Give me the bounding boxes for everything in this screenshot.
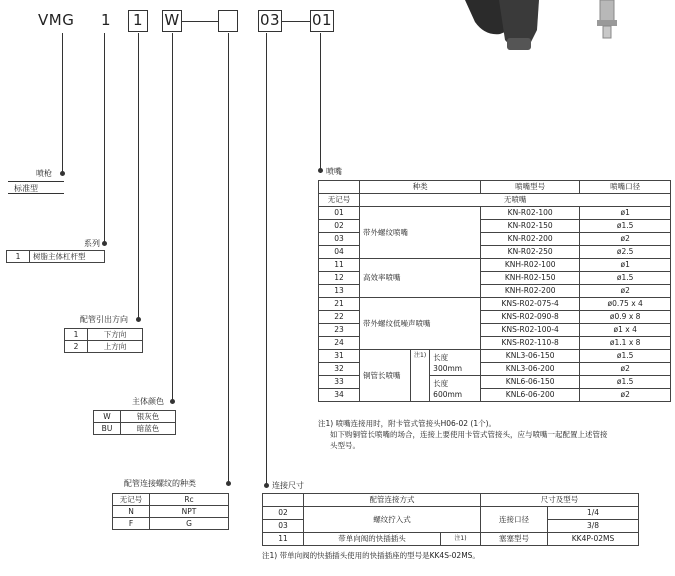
- table-cell: 1/4: [548, 507, 639, 520]
- table-cell: KNS-R02-075-4: [481, 298, 580, 311]
- nozzle-note-1: 注1) 喷嘴连接用时，附卡管式管接头H06-02 (1个)。: [318, 419, 497, 428]
- table-cell: 无记号: [113, 494, 150, 506]
- table-cell: 11: [263, 533, 304, 546]
- table-cell: 1: [65, 329, 88, 341]
- table-cell: ø2: [580, 389, 671, 402]
- table-cell: 24: [319, 337, 360, 350]
- nozzle-note-2: 如下购铜管长喷嘴的场合，连接上要使用卡管式管接头，应与喷嘴一起配置上述管接: [330, 430, 608, 439]
- table-cell: 银灰色: [121, 411, 176, 423]
- table-cell: 03: [263, 520, 304, 533]
- table-cell: 尺寸及型号: [481, 494, 639, 507]
- table-cell: ø0.9 x 8: [580, 311, 671, 324]
- table-cell: ø1: [580, 207, 671, 220]
- table-cell: 无记号: [319, 194, 360, 207]
- table-cell: [319, 181, 360, 194]
- table-cell: W: [94, 411, 121, 423]
- table-cell: 注1): [411, 350, 430, 402]
- table-cell: 带外螺纹喷嘴: [360, 207, 481, 259]
- connection-note: 注1) 带单向阀的快插插头使用的快插插座的型号是KK4S-02MS。: [262, 551, 480, 560]
- code-prefix: VMG: [38, 11, 75, 29]
- table-cell: 11: [319, 259, 360, 272]
- table-cell: KNL6-06-200: [481, 389, 580, 402]
- label-nozzle: 喷嘴: [326, 167, 342, 176]
- table-cell: KNS-R02-100-4: [481, 324, 580, 337]
- table-cell: ø1.5: [580, 220, 671, 233]
- table-cell: N: [113, 506, 150, 518]
- code-box-color: [218, 10, 238, 32]
- table-cell: ø2: [580, 285, 671, 298]
- table-cell: 暗蓝色: [121, 423, 176, 435]
- table-cell: 高效率喷嘴: [360, 259, 481, 298]
- table-cell: 带外螺纹低噪声喷嘴: [360, 298, 481, 350]
- table-cell: ø1.5: [580, 272, 671, 285]
- table-cell: 树脂主体杠杆型: [30, 251, 105, 263]
- table-cell: ø1.5: [580, 376, 671, 389]
- table-cell: NPT: [150, 506, 229, 518]
- table-cell: BU: [94, 423, 121, 435]
- table-cell: 塞塞型号: [481, 533, 548, 546]
- table-cell: 种类: [360, 181, 481, 194]
- table-cell: 下方向: [88, 329, 143, 341]
- table-cell: 32: [319, 363, 360, 376]
- table-cell: 01: [319, 207, 360, 220]
- thread-table: [112, 493, 229, 530]
- table-cell: ø1 x 4: [580, 324, 671, 337]
- table-cell: 喷嘴型号: [481, 181, 580, 194]
- code-digit: 1: [101, 11, 112, 29]
- table-cell: ø1.5: [580, 350, 671, 363]
- table-cell: 2: [65, 341, 88, 353]
- table-cell: [263, 494, 304, 507]
- connection-table: [262, 493, 639, 546]
- label-series: 系列: [84, 239, 100, 248]
- nozzle-note-3: 头型号。: [330, 441, 360, 450]
- table-cell: 喷嘴口径: [580, 181, 671, 194]
- label-nozzle-gun: 喷枪: [36, 169, 52, 178]
- table-cell: 31: [319, 350, 360, 363]
- table-cell: KN-R02-250: [481, 246, 580, 259]
- table-cell: KN-R02-200: [481, 233, 580, 246]
- table-cell: 1: [7, 251, 30, 263]
- table-cell: 22: [319, 311, 360, 324]
- label-body-color: 主体颜色: [132, 397, 164, 406]
- std-type: 标准型: [14, 184, 38, 193]
- table-cell: KNL3-06-200: [481, 363, 580, 376]
- table-cell: KNH-R02-100: [481, 259, 580, 272]
- product-image: [455, 0, 675, 50]
- table-cell: 02: [263, 507, 304, 520]
- table-cell: ø2.5: [580, 246, 671, 259]
- table-cell: ø2: [580, 363, 671, 376]
- table-cell: 33: [319, 376, 360, 389]
- table-cell: KNH-R02-200: [481, 285, 580, 298]
- table-cell: 12: [319, 272, 360, 285]
- table-cell: 连接口径: [481, 507, 548, 533]
- table-cell: Rc: [150, 494, 229, 506]
- code-box-direction: W: [162, 10, 182, 32]
- table-cell: KNL6-06-150: [481, 376, 580, 389]
- body-color-table: [93, 410, 176, 435]
- table-cell: ø1: [580, 259, 671, 272]
- table-cell: KNS-R02-090-8: [481, 311, 580, 324]
- table-cell: 34: [319, 389, 360, 402]
- table-cell: KK4P-02MS: [548, 533, 639, 546]
- table-cell: ø1.1 x 8: [580, 337, 671, 350]
- table-cell: KNS-R02-110-8: [481, 337, 580, 350]
- table-cell: ø0.75 x 4: [580, 298, 671, 311]
- table-cell: KN-R02-150: [481, 220, 580, 233]
- table-cell: 21: [319, 298, 360, 311]
- table-cell: 带单向阀的快插插头: [304, 533, 441, 546]
- table-cell: 配管连接方式: [304, 494, 481, 507]
- table-cell: 13: [319, 285, 360, 298]
- label-connection: 连接尺寸: [272, 481, 304, 490]
- table-cell: 注1): [441, 533, 481, 546]
- table-cell: 3/8: [548, 520, 639, 533]
- code-box-thread: 03: [258, 10, 282, 32]
- table-cell: KN-R02-100: [481, 207, 580, 220]
- table-cell: F: [113, 518, 150, 530]
- table-cell: 04: [319, 246, 360, 259]
- table-cell: G: [150, 518, 229, 530]
- series-table: [6, 250, 105, 263]
- table-cell: ø2: [580, 233, 671, 246]
- pipe-direction-table: [64, 328, 143, 353]
- code-box-nozzle: 01: [310, 10, 334, 32]
- nozzle-table: [318, 180, 671, 402]
- code-box-series: 1: [128, 10, 148, 32]
- table-cell: 上方向: [88, 341, 143, 353]
- label-thread-type: 配管连接螺纹的种类: [124, 479, 196, 488]
- table-cell: 23: [319, 324, 360, 337]
- table-cell: 02: [319, 220, 360, 233]
- table-cell: 长度 600mm: [430, 376, 481, 402]
- table-cell: 铜管长喷嘴: [360, 350, 411, 402]
- table-cell: KNH-R02-150: [481, 272, 580, 285]
- table-cell: KNL3-06-150: [481, 350, 580, 363]
- table-cell: 螺纹拧入式: [304, 507, 481, 533]
- table-cell: 无喷嘴: [360, 194, 671, 207]
- label-pipe-direction: 配管引出方向: [80, 315, 128, 324]
- table-cell: 长度 300mm: [430, 350, 481, 376]
- table-cell: 03: [319, 233, 360, 246]
